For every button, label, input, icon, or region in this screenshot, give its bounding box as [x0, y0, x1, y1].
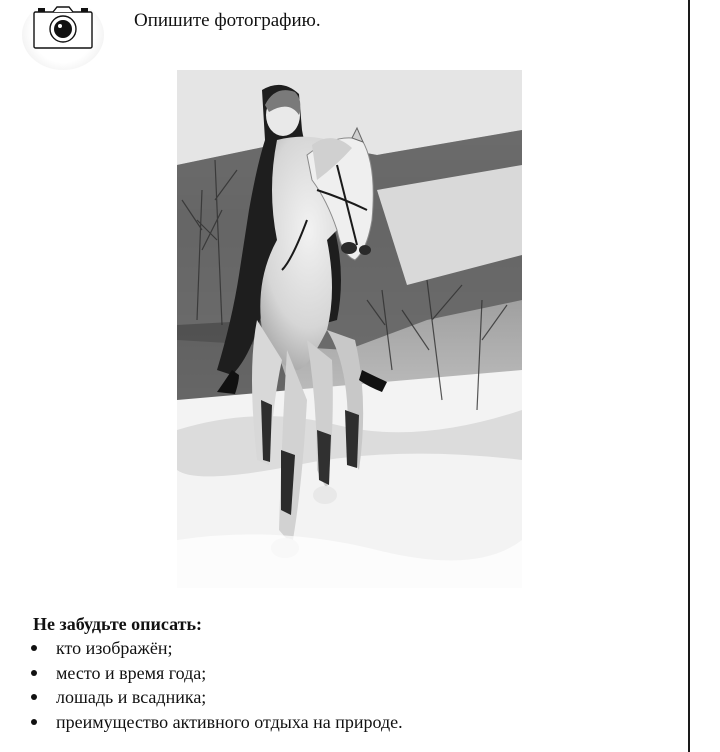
list-item: [30, 661, 670, 686]
list-item-text: место и время года;: [56, 662, 207, 683]
bullet-icon: [31, 670, 37, 676]
camera-icon-badge: [22, 0, 104, 70]
task-instruction: Опишите фотографию.: [134, 10, 321, 31]
bullet-icon: [31, 719, 37, 725]
list-item-text: лошадь и всадника;: [56, 687, 207, 707]
reminder-list: [30, 636, 670, 734]
camera-icon: [31, 4, 95, 50]
bullet-icon: [31, 694, 37, 700]
list-item: [30, 710, 670, 735]
page-right-border: [688, 0, 690, 752]
list-item-text: кто изображён;: [56, 638, 173, 658]
list-item-text: преимущество активного отдыха на природе.: [56, 711, 403, 732]
reminder-title: Не забудьте описать:: [33, 614, 203, 634]
list-item: [30, 685, 670, 710]
photo-rider-on-white-horse: [177, 70, 522, 588]
bullet-icon: [31, 645, 37, 651]
list-item: [30, 636, 670, 661]
